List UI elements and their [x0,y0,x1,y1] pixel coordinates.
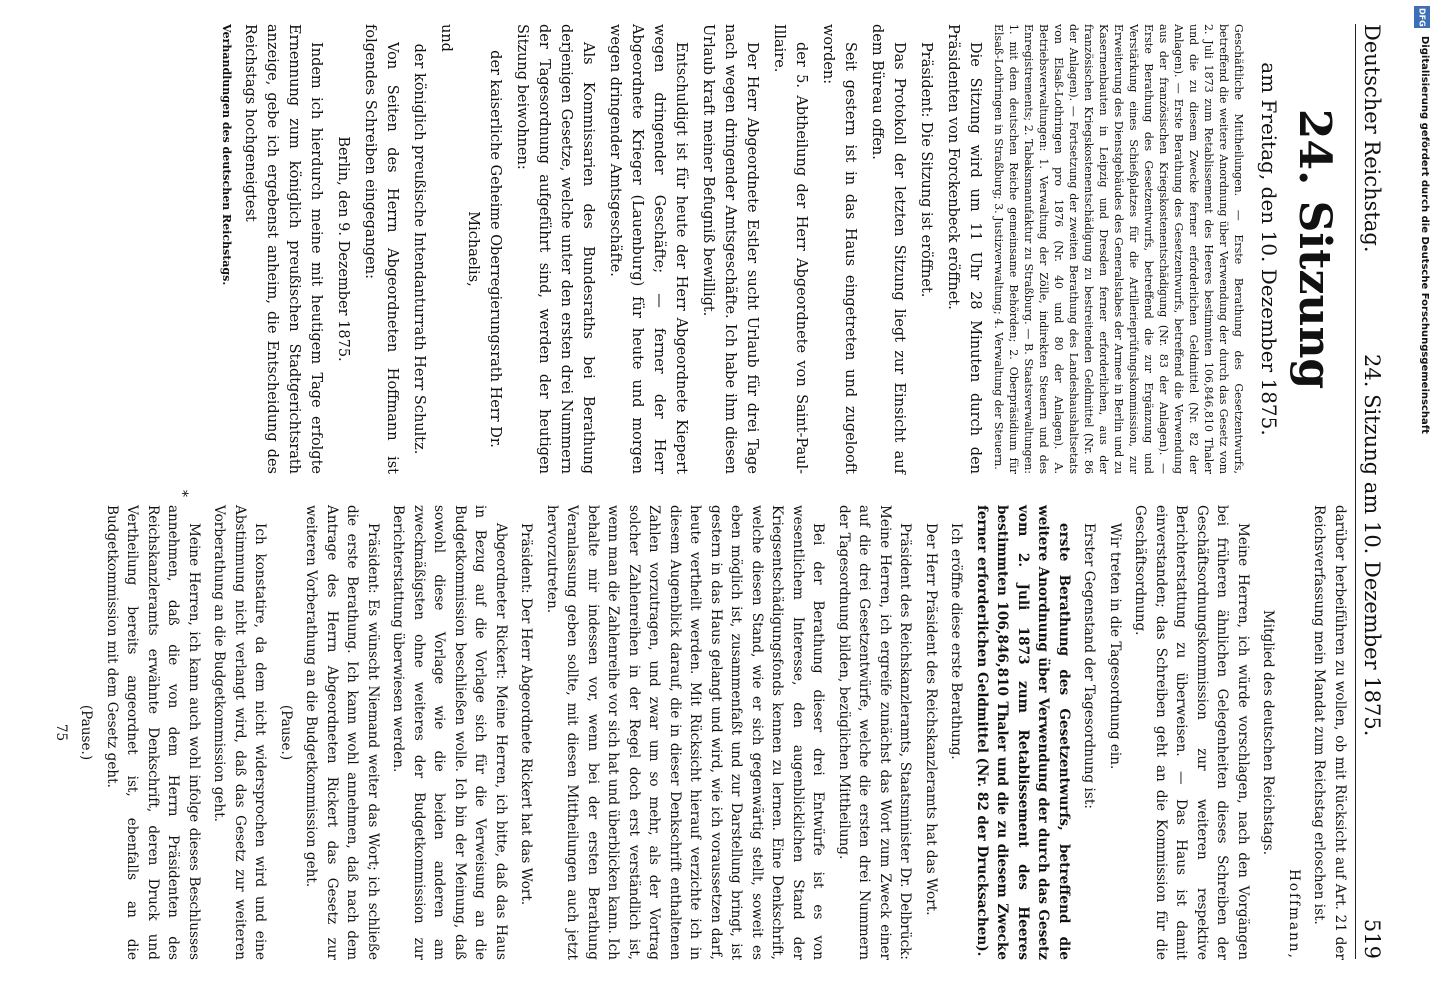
president-statement: Präsident: Die Sitzung ist eröffnet. [918,42,934,298]
referral-paragraph: Meine Herren, ich würde vorschlagen, nach den Vorgängen bei früheren ähnlichen Gelegenheiten dieses Schreiben der Geschäftsordnungskommission zur weiteren respektive Berichterstattung zu überweisen. — Das Haus ist damit einverstanden; das Schreiben geht an die Kommission für die Geschäftsordnung. [1132,505,1251,960]
right-column [46,505,1351,960]
dfg-logo-icon: DFG [1414,6,1430,28]
first-item-intro: Erster Gegenstand der Tagesordnung ist: [1081,523,1098,809]
confirmation-paragraph: Ich konstatire, da dem nicht widersprochen wird und eine Abstimmung nicht verlangt wird, daß das Gesetz zur weiteren Vorberathung an die Budgetkommission geht. [211,505,269,960]
header-left: Deutscher Reichstag. [1360,24,1384,253]
commissioner-1: der kaiserliche Geheime Oberregierungsrath Herr Dr. Michaelis, [465,50,503,448]
sheet-number: 75 [53,723,69,742]
letter-intro: Von Seiten des Herrn Abgeordneten Hoffmann ist folgendes Schreiben eingegangen: [362,24,400,474]
session-date: am Freitag, den 10. Dezember 1875. [1257,62,1281,436]
president-closing: Präsident: Es wünscht Niemand weiter das Wort; ich schließe die erste Berathung. Ich kann wohl annehmen, daß nach dem Antrage des Herrn Abgeordneten Rickert das Gesetz zur weiteren Vorberathung an die Budgetkommission geht. [303,505,381,960]
department-paragraph: der 5. Abtheilung der Herr Abgeordnete von Saint-Paul-Illaire. [771,24,809,474]
opening-debate: Ich eröffne diese erste Berathung. [948,523,965,760]
floor-to-delbrueck: Der Herr Präsident des Reichskanzleramts hat das Wort. [923,523,939,916]
opening-paragraph: Die Sitzung wird um 11 Uhr 28 Minuten durch den Präsidenten von Forckenbeck eröffnet. [945,24,983,474]
margin-marker: * [174,490,190,497]
pause-note-1: (Pause.) [278,704,294,761]
delbrueck-speech-2: Bei der Berathung dieser drei Entwürfe ist es von wesentlichem Interesse, den augenblicklichen Stand der Kriegsentschädigungsfonds kennen zu lernen. Eine Denkschrift, welche diesen Stand, wie er sich gegenwärtig stellt, soweit es eben möglich ist, zusammenfaßt und zur Darstellung bringt, ist gestern in das Haus gelangt und wird, wie ich voraussetzen darf, heute vertheilt werden. Mit Rücksicht hierauf verzichte ich in diesem Augenblick darauf, die in dieser Denkschrift enthaltenen Zahlen vorzutragen, und zwar um so mehr, als der Vortrag solcher Zahlenreihen in der Regel doch erst verständlich ist, wenn man die Zahlenreihe vor sich hat und überblicken kann. Ich behalte mir indessen vor, wenn bei der ersten Berathung Veranlassung geben sollte, mit diesen Mittheilungen auch jetzt hervorzutreten. [544,505,827,960]
pause-note-2: (Pause.) [78,704,95,761]
signature-title: Mitglied des deutschen Reichstags. [1260,609,1277,856]
left-column [214,24,1350,474]
delbrueck-speech-1: Präsident des Reichskanzleramts, Staatsminister Dr. Delbrück: Meine Herren, ich ergreife zunächst das Wort zum Zweck einer auf die drei Gesetzentwürfe, welche die ersten drei Nummern der Tagesordnung bilden, bezüglichen Mittheilung. [836,505,914,960]
floor-to-rickert: Präsident: Der Herr Abgeordnete Rickert hat das Wort. [518,523,535,906]
signature-name: Hoffmann, [1286,869,1302,960]
leave-paragraph: Der Herr Abgeordnete Estler sucht Urlaub für drei Tage nach wegen dringender Amtsgeschäfte. Ich habe ihm diesen Urlaub kraft meiner Befugniß bewilligt. [700,24,760,474]
commissioner-2: der königlich preußische Intendanturrath Herr Schultz. [411,43,427,455]
first-item-title: erste Berathung des Gesetzentwurfs, betreffend die weitere Anordnung über Verwendung der durch das Gesetz vom 2. Juli 1873 zum Retablissement des Heeres bestimmten 106,846,810 Thaler und die zu diesem Zwecke ferner erforderlichen Geldmittel (Nr. 82 der Drucksachen). [974,505,1072,960]
memorandum-paragraph: Meine Herren, ich kann auch wohl infolge dieses Beschlusses annehmen, daß die von dem Herrn Präsidenten des Reichskanzleramts erwähnte Denkschrift, deren Druck und Vertheilung bereits angeordnet ist, ebenfalls an die Budgetkommission mit dem Gesetz geht. [104,505,202,960]
running-header [1355,24,1390,959]
protocol-paragraph: Das Protokoll der letzten Sitzung liegt zur Einsicht auf dem Büreau offen. [869,24,907,474]
digitization-note: Digitalisierung gefördert durch die Deutsche Forschungsgemeinschaft [1419,36,1430,434]
entry-paragraph: Seit gestern ist in das Haus eingetreten und zugelooft worden: [820,24,858,474]
agenda-start: Wir treten in die Tagesordnung ein. [1107,523,1123,770]
letter-continuation: darüber herbeiführen zu wollen, ob mit Rücksicht auf Art. 21 der Reichsverfassung mein Mandat zum Reichstag erloschen ist. [1311,505,1348,960]
and-word: und [438,24,454,52]
page-number: 519 [1360,918,1384,959]
agenda-summary: Geschäftliche Mittheilungen. — Erste Berathung des Gesetzentwurfs, betreffend die weitere Anordnung über Verwendung der durch das Gesetz vom 2. Juli 1873 zum Retablissement des Heeres bestimmten 106,846,810 Thaler und die zu diesem Zwecke ferner erforderlichen Geldmittel (Nr. 82 der Anlagen). — Erste Berathung des Gesetzentwurfs, betreffend die Verwendung aus der französischen Kriegskostenentschädigung (Nr. 83 der Anlagen). — Erste Berathung des Gesetzentwurfs, betreffend die zur Ergänzung und Verstärkung eines Schießplatzes für die Artillerieprüfungskommission, zur Erweiterung des Dienstgebäudes des Generalstabes der Armee in Berlin und zu Kasernenbauten in Leipzig und Dresden ferner erforderlichen, aus der französischen Kriegskostenentschädigung zu bestreitenden Geldmittel (Nr. 86 der Anlagen). — Fortsetzung der zweiten Berathung des Landeshaushaltsetats von Elsaß-Lothringen pro 1876 (Nr. 40 und 80 der Anlagen). A. Betriebsverwaltungen: 1. Verwaltung der Zölle, indirekten Steuern und des Enregistrements; 2. Tabaksmanufaktur zu Straßburg. — B. Staatsverwaltungen: 1. mit dem deutschen Reiche gemeinsame Behörden; 2. Oberpräsidium für Elsaß-Lothringen in Straßburg; 3. Justizverwaltung; 4. Verwaltung der Steuern. [992,24,1245,474]
page-footer: Verhandlungen des deutschen Reichstags. [220,24,233,286]
session-title: 24. Sitzung [1289,108,1340,390]
commissioners-paragraph: Als Kommissarien des Bundesraths bei Berathung derjenigen Gesetze, welche unter den ersten drei Nummern der Tagesordnung aufgeführt sind, werden der heutigen Sitzung beiwohnen: [514,24,596,474]
excused-paragraph: Entschuldigt ist für heute der Herr Abgeordnete Kiepert wegen dringender Geschäfte; — ferner der Herr Abgeordnete Krieger (Lauenburg) für heute und morgen wegen dringender Amtsgeschäfte. [607,24,689,474]
letter-body: Indem ich hierdurch meine mit heutigem Tage erfolgte Ernennung zum königlich preußischen Stadtgerichtsrath anzeige, gebe ich ergebenst anheim, die Entscheidung des Reichstags hochgeneigtest [242,24,324,474]
header-center: 24. Sitzung am 10. Dezember 1875. [1360,354,1384,737]
rickert-speech: Abgeordneter Rickert: Meine Herren, ich bitte, daß das Haus in Bezug auf die Vorlage sich für die Verweisung an die Budgetkommission beschließen wolle. Ich bin der Meinung, daß sowohl diese Vorlage wie die beiden anderen am zweckmäßigsten ohne weiteres der Budgetkommission zur Berichterstattung überwiesen werden. [390,505,509,960]
letter-date: Berlin, den 9. Dezember 1875. [335,136,351,362]
